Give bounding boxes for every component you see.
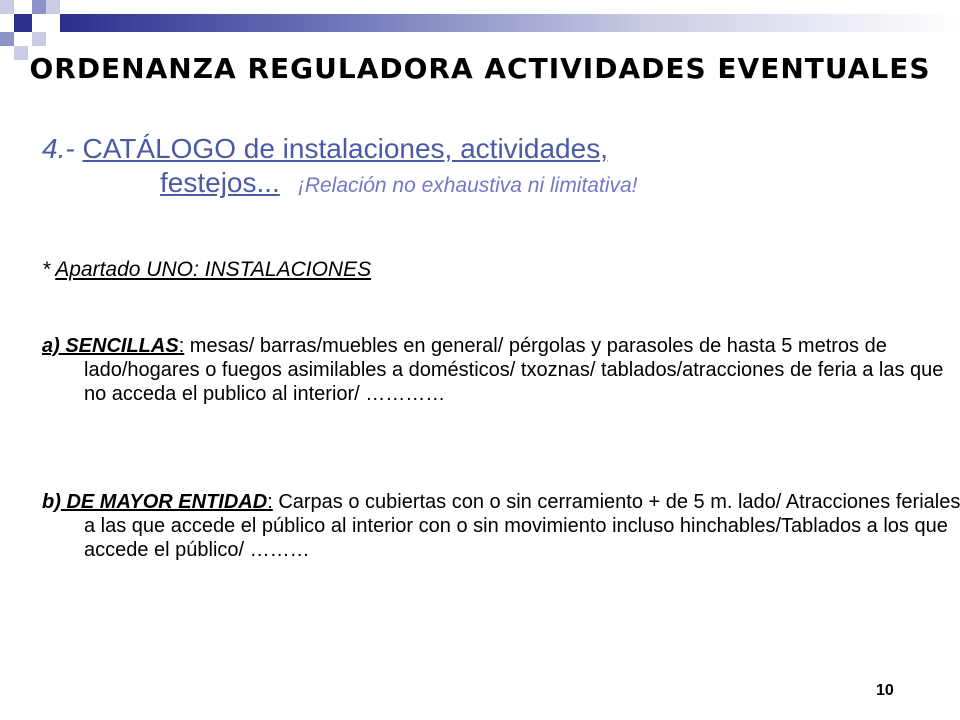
section-b-prefix: b) — [42, 491, 61, 513]
catalog-link-line2[interactable]: festejos... — [160, 167, 280, 198]
apartado-title: Apartado UNO: INSTALACIONES — [55, 258, 372, 281]
section-b-label: DE MAYOR ENTIDAD — [60, 491, 268, 513]
apartado-prefix: * — [42, 258, 56, 281]
catalog-link-line1[interactable]: CATÁLOGO de instalaciones, actividades, — [82, 133, 608, 164]
apartado-label — [42, 258, 371, 282]
heading-note: ¡Relación no exhaustiva ni limitativa! — [297, 174, 638, 197]
section-a-text: mesas/ barras/muebles en general/ pérgolas y parasoles de hasta 5 metros de lado/hogares o fuegos asimilables a domésticos/ txoznas/ tablados/atracciones de feria a las que no acceda el publico al interior/ ………… — [84, 335, 944, 405]
title-bar-decoration — [60, 14, 960, 32]
page-title: ORDENANZA REGULADORA ACTIVIDADES EVENTUALES — [29, 52, 931, 85]
page-number: 10 — [876, 682, 894, 699]
section-a-colon: : — [178, 335, 185, 357]
section-a-paragraph — [42, 334, 960, 406]
section-b-text: Carpas o cubiertas con o sin cerramiento + de 5 m. lado/ Atracciones feriales a las que accede el público al interior con o sin movimiento incluso hinchables/Tablados a los que accede el público/ ……… — [84, 491, 960, 561]
heading-number: 4.- — [42, 133, 83, 164]
section-b-paragraph — [42, 490, 960, 562]
section-a-label: a) SENCILLAS — [42, 335, 179, 357]
section-b-colon: : — [267, 491, 273, 513]
section-heading — [42, 132, 922, 203]
